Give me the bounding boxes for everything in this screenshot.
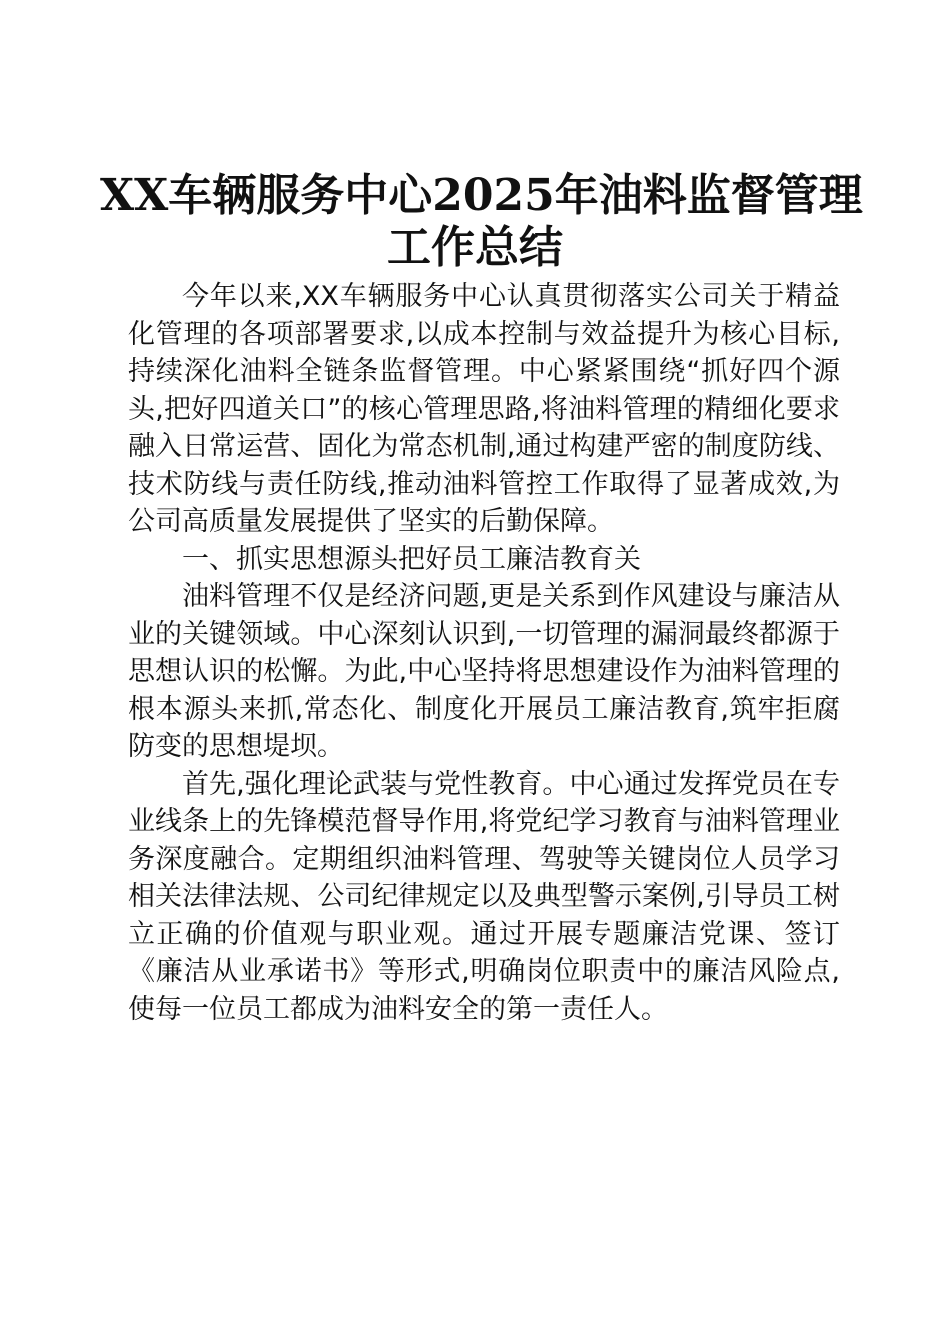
intro-paragraph: 今年以来,XX车辆服务中心认真贯彻落实公司关于精益化管理的各项部署要求,以成本控制与效益提升为核心目标,持续深化油料全链条监督管理。中心紧紧围绕“抓好四个源头,把好四道关口”的核心管理思路,将油料管理的精细化要求融入日常运营、固化为常态机制,通过构建严密的制度防线、技术防线与责任防线,推动油料管控工作取得了显著成效,为公司高质量发展提供了坚实的后勤保障。 bbox=[128, 281, 840, 537]
document-body bbox=[128, 278, 840, 1028]
body-paragraph: 油料管理不仅是经济问题,更是关系到作风建设与廉洁从业的关键领域。中心深刻认识到,一切管理的漏洞最终都源于思想认识的松懈。为此,中心坚持将思想建设作为油料管理的根本源头来抓,常态化、制度化开展员工廉洁教育,筑牢拒腐防变的思想堤坝。 bbox=[128, 581, 840, 762]
document-title-line2: 工作总结 bbox=[387, 222, 563, 273]
document-title-line1: XX车辆服务中心2025年油料监督管理 bbox=[100, 170, 863, 221]
section-heading-1: 一、抓实思想源头把好员工廉洁教育关 bbox=[182, 543, 641, 575]
body-paragraph: 首先,强化理论武装与党性教育。中心通过发挥党员在专业线条上的先锋模范督导作用,将党纪学习教育与油料管理业务深度融合。定期组织油料管理、驾驶等关键岗位人员学习相关法律法规、公司纪律规定以及典型警示案例,引导员工树立正确的价值观与职业观。通过开展专题廉洁党课、签订《廉洁从业承诺书》等形式,明确岗位职责中的廉洁风险点,使每一位员工都成为油料安全的第一责任人。 bbox=[128, 768, 840, 1025]
